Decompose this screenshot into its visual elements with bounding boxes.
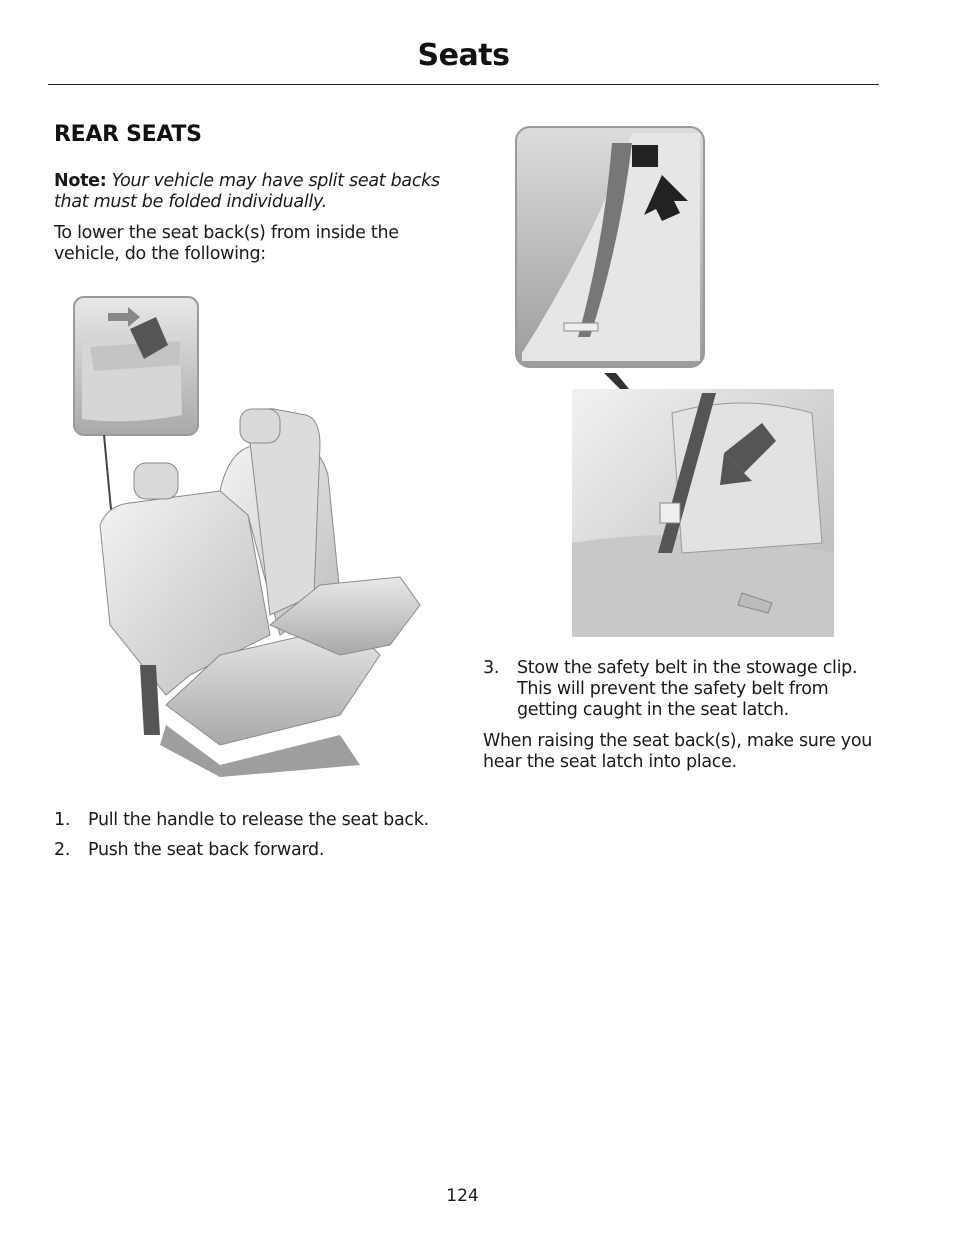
- rear-seat-svg: [70, 295, 430, 780]
- step-number: 2.: [54, 840, 71, 860]
- step-number: 3.: [483, 658, 500, 678]
- list-item: [54, 840, 429, 861]
- seatbelt-svg: [512, 123, 840, 640]
- note-text: Your vehicle may have split seat backs that must be folded individually.: [54, 171, 440, 212]
- intro-paragraph: To lower the seat back(s) from inside the vehicle, do the following:: [54, 223, 399, 264]
- note-label: Note:: [54, 171, 107, 191]
- seatbelt-stowage-illustration: [512, 123, 840, 640]
- note: [54, 171, 444, 213]
- steps-list-left: [54, 810, 429, 870]
- page-header: [48, 36, 879, 85]
- page-number: 124: [446, 1186, 479, 1206]
- step-text: Stow the safety belt in the stowage clip. This will prevent the safety belt from getting caught in the seat latch.: [517, 658, 858, 720]
- section-heading: REAR SEATS: [54, 122, 202, 147]
- step-text: Pull the handle to release the seat back.: [88, 810, 429, 830]
- page-title: Seats: [417, 38, 510, 73]
- steps-list-right: [483, 658, 883, 730]
- step-text: Push the seat back forward.: [88, 840, 325, 860]
- step-number: 1.: [54, 810, 71, 830]
- rear-seat-release-illustration: [70, 295, 430, 780]
- closing-paragraph: When raising the seat back(s), make sure you hear the seat latch into place.: [483, 731, 873, 772]
- list-item: [54, 810, 429, 831]
- list-item: [483, 658, 883, 721]
